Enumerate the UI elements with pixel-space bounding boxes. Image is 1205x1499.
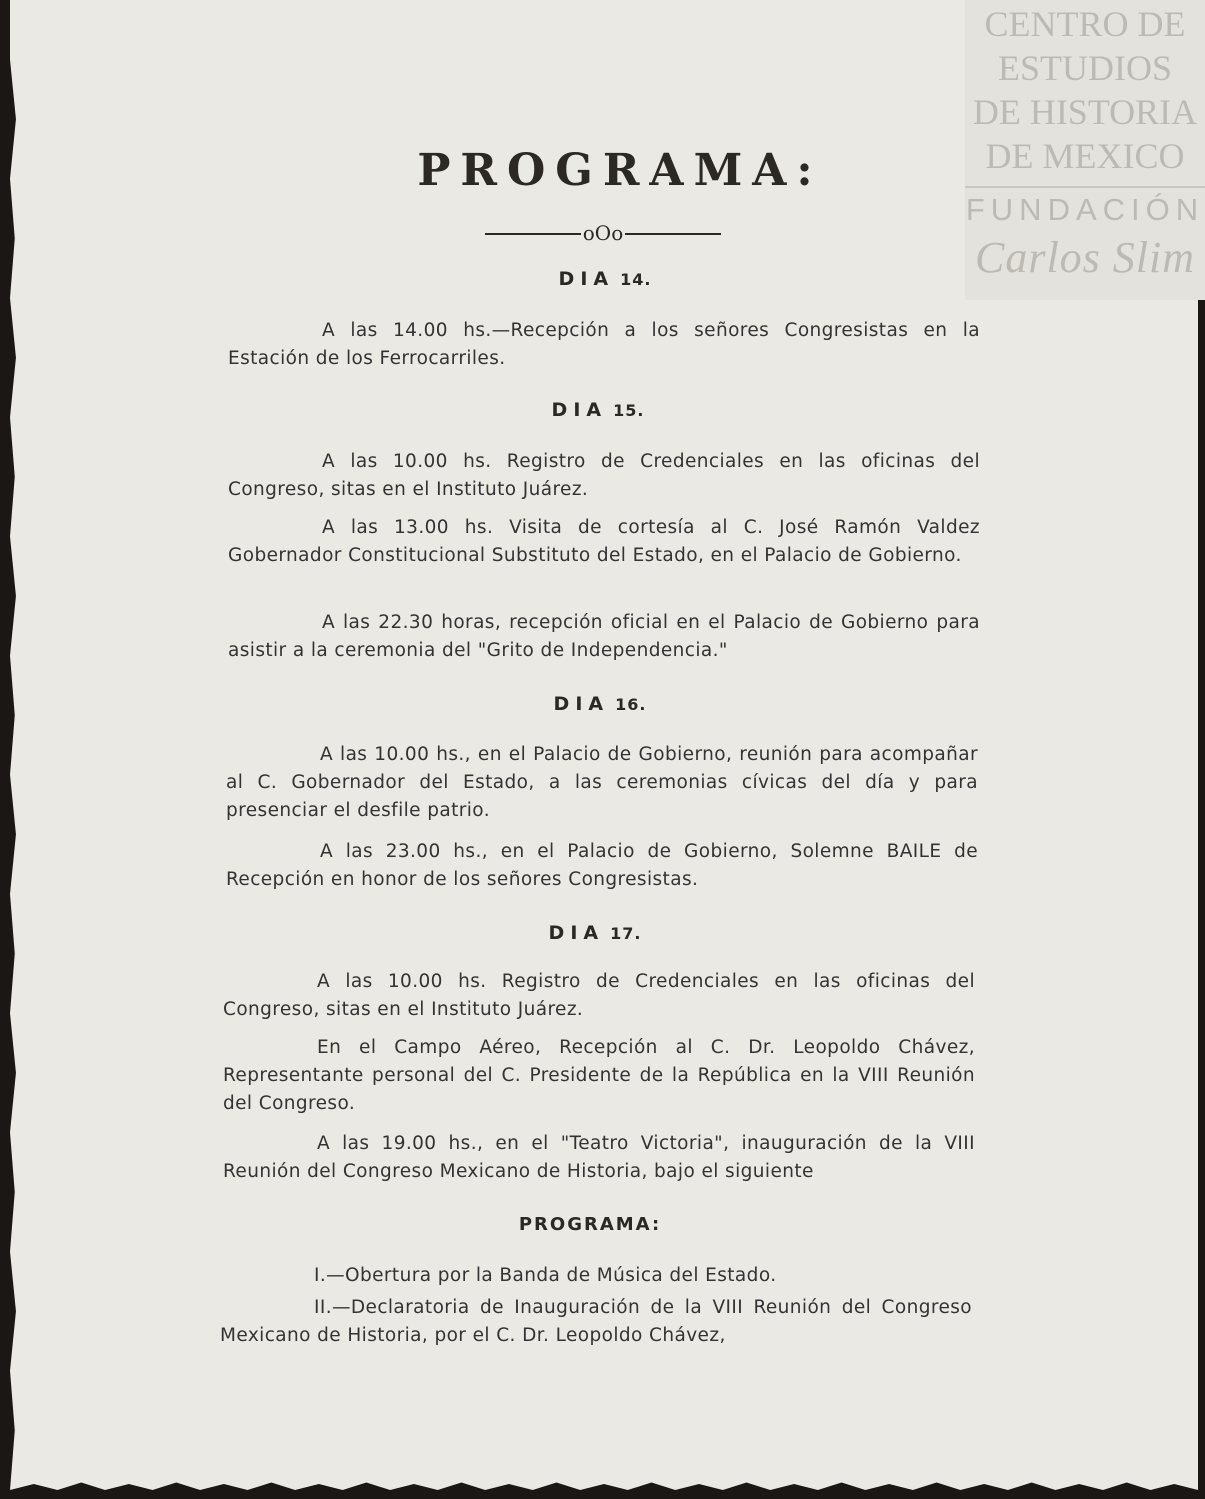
foundation-label: FUNDACIÓN xyxy=(965,192,1205,227)
program-item: II.—Declaratoria de Inauguración de la VIII Reunión del Congreso Mexicano de Historia, por el C. Dr. Leopoldo Chávez, xyxy=(220,1297,972,1346)
day-label: DIA xyxy=(548,922,605,944)
paragraph: A las 10.00 hs., en el Palacio de Gobierno, reunión para acompañar al C. Gobernador del Estado, a las ceremonias cívicas del día y para presenciar el desfile patrio. xyxy=(226,744,978,821)
day-number: 17. xyxy=(610,924,642,943)
day-number: 16. xyxy=(615,695,647,714)
paragraph: A las 19.00 hs., en el "Teatro Victoria", inauguración de la VIII Reunión del Congreso Mexicano de Historia, bajo el siguiente xyxy=(223,1133,975,1182)
day-number: 14. xyxy=(620,270,652,289)
page-title: PROGRAMA: xyxy=(417,145,823,196)
day-label: DIA xyxy=(558,268,615,290)
ornament-divider xyxy=(485,220,721,248)
day-label: DIA xyxy=(551,399,608,421)
paragraph: A las 14.00 hs.—Recepción a los señores Congresistas en la Estación de los Ferrocarriles. xyxy=(228,320,980,369)
archive-name-line: CENTRO DE xyxy=(984,4,1186,44)
day-heading xyxy=(450,693,750,715)
paragraph: A las 22.30 horas, recepción oficial en el Palacio de Gobierno para asistir a la ceremonia del "Grito de Independencia." xyxy=(228,612,980,661)
paragraph: A las 23.00 hs., en el Palacio de Gobierno, Solemne BAILE de Recepción en honor de los señores Congresistas. xyxy=(226,841,978,890)
archive-name-line: DE MEXICO xyxy=(985,136,1185,176)
day-heading xyxy=(448,399,748,421)
day-label: DIA xyxy=(553,693,610,715)
paragraph: A las 13.00 hs. Visita de cortesía al C. José Ramón Valdez Gobernador Constitucional Substituto del Estado, en el Palacio de Gobierno. xyxy=(228,517,980,566)
day-heading xyxy=(445,922,745,944)
archive-name-line: ESTUDIOS xyxy=(997,48,1172,88)
archive-name-line: DE HISTORIA xyxy=(972,92,1198,132)
paragraph: A las 10.00 hs. Registro de Credenciales en las oficinas del Congreso, sitas en el Instituto Juárez. xyxy=(223,971,975,1020)
paragraph: A las 10.00 hs. Registro de Credenciales en las oficinas del Congreso, sitas en el Instituto Juárez. xyxy=(228,451,980,500)
sub-program-title: PROGRAMA: xyxy=(518,1214,662,1235)
paragraph: En el Campo Aéreo, Recepción al C. Dr. Leopoldo Chávez, Representante personal del C. Presidente de la República en la VIII Reunión del Congreso. xyxy=(223,1037,975,1114)
signature-logo: Carlos Slim xyxy=(974,233,1196,282)
day-number: 15. xyxy=(613,401,645,420)
program-item: I.—Obertura por la Banda de Música del Estado. xyxy=(314,1265,777,1286)
ornament-glyph: oOo xyxy=(582,221,624,244)
day-heading xyxy=(455,268,755,290)
